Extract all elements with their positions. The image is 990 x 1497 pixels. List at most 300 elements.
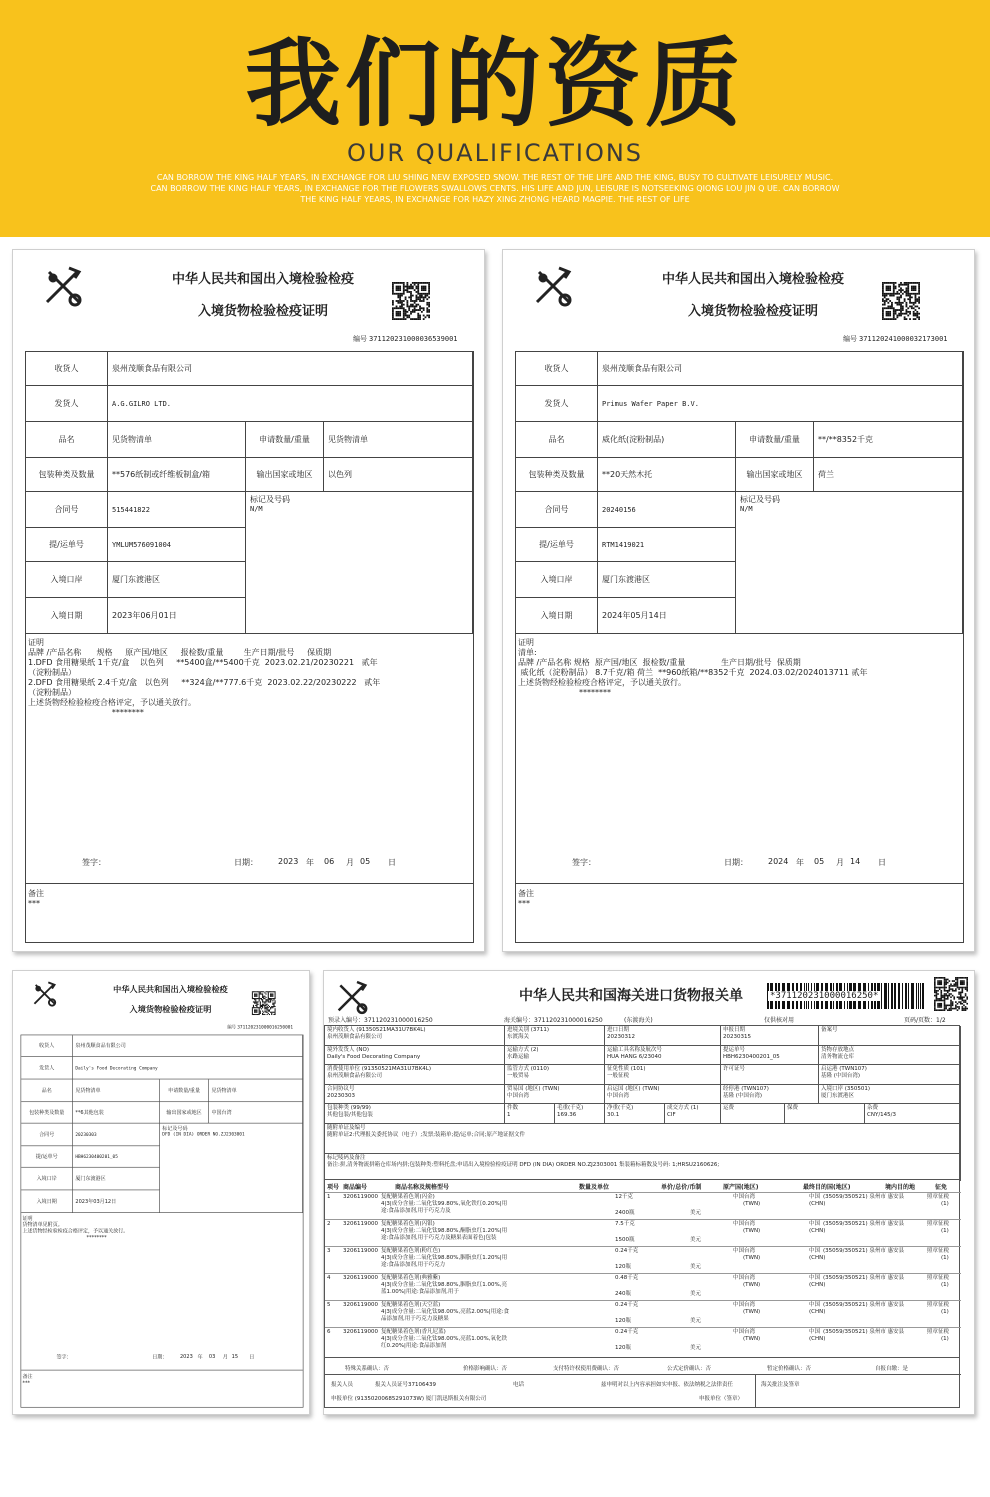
qr-module	[414, 307, 416, 309]
qr-module	[267, 1009, 268, 1010]
qr-module	[262, 1006, 263, 1007]
goods-dest: 中国	[809, 1194, 821, 1200]
qr-module	[887, 302, 889, 304]
goods-dest: 中国	[809, 1221, 821, 1227]
qr-module	[952, 980, 954, 982]
qr-module	[262, 993, 263, 994]
qr-module	[884, 307, 886, 309]
qr-module	[426, 282, 428, 284]
qr-module	[898, 304, 900, 306]
qr-module	[907, 286, 909, 288]
agent-info: 申报单位 (91350200685291073W) 厦门凯迅斯报关有限公司	[331, 1396, 487, 1402]
goods-origin: 中国台湾	[733, 1275, 756, 1281]
qr-module	[906, 313, 908, 315]
header-banner	[0, 0, 990, 237]
qr-module	[939, 982, 941, 984]
decl-field	[721, 1026, 819, 1046]
qr-module	[918, 289, 920, 291]
cert-body-line: 上述货物经检验检疫合格评定，予以通关放行。	[22, 1228, 129, 1234]
qr-module	[950, 1005, 952, 1007]
qr-module	[406, 287, 408, 289]
qr-module	[887, 315, 889, 317]
goods-dest: 中国	[809, 1302, 821, 1308]
qr-module	[255, 1001, 256, 1002]
goods-spec2: 蓝1.00%|用途:食品添加剂,用于	[381, 1289, 459, 1295]
qr-module	[882, 318, 884, 320]
goods-dest-code: (CHN)	[809, 1255, 826, 1261]
qr-module	[895, 287, 897, 289]
qr-module	[945, 1008, 947, 1010]
qr-module	[944, 1008, 946, 1010]
qr-module	[945, 995, 947, 997]
qr-module	[412, 309, 414, 311]
qr-module	[262, 996, 263, 997]
decl-field	[325, 1104, 505, 1124]
qr-module	[403, 287, 405, 289]
remark-label: 备注	[28, 889, 44, 898]
qr-module	[416, 318, 418, 320]
goods-dest-code: (CHN)	[809, 1201, 826, 1207]
qr-module	[392, 284, 394, 286]
qr-module	[911, 296, 913, 298]
qr-module	[417, 309, 419, 311]
cert-body-line: （淀粉制品）	[28, 688, 76, 697]
qr-module	[918, 291, 920, 293]
goods-header: 数量及单位	[579, 1184, 610, 1191]
qr-module	[259, 1007, 260, 1008]
qr-module	[259, 1008, 260, 1009]
qr-module	[262, 995, 263, 996]
goods-dest: 中国	[809, 1329, 821, 1335]
qr-module	[267, 1008, 268, 1009]
qr-module	[913, 318, 915, 320]
qr-module	[918, 298, 920, 300]
qr-module	[886, 298, 888, 300]
barcode-bar	[905, 983, 907, 1009]
qr-module	[410, 291, 412, 293]
qr-module	[955, 988, 957, 990]
qr-module	[275, 1012, 276, 1013]
qr-module	[260, 1007, 261, 1008]
day-char: 日	[388, 858, 396, 867]
qr-module	[913, 304, 915, 306]
qr-module	[893, 309, 895, 311]
decl-field	[325, 1085, 505, 1105]
qr-module	[268, 1007, 269, 1008]
qr-module	[958, 996, 960, 998]
goods-spec2: 途:食品添加剂,用于巧克力	[381, 1262, 446, 1268]
qr-module	[265, 1007, 266, 1008]
decl-field-label: 申报日期	[723, 1027, 746, 1033]
qr-module	[259, 1000, 260, 1001]
qr-module	[417, 296, 419, 298]
decl-field-label: 进境关别 (3711)	[507, 1027, 550, 1033]
qr-module	[426, 309, 428, 311]
qr-module	[906, 293, 908, 295]
qr-module	[392, 311, 394, 313]
contract-label: 合同号	[516, 492, 598, 528]
qr-module	[272, 993, 273, 994]
cert-table	[515, 351, 964, 943]
qr-module	[406, 282, 408, 284]
qr-module	[275, 1008, 276, 1009]
barcode-bar	[881, 983, 882, 1009]
qr-module	[907, 311, 909, 313]
qr-module	[260, 1013, 261, 1014]
inspection-emblem-icon	[529, 262, 577, 310]
qr-module	[934, 980, 936, 982]
qr-module	[937, 1003, 939, 1005]
declaration-footer	[324, 1358, 960, 1408]
qr-module	[265, 1004, 266, 1005]
qr-module	[270, 1007, 271, 1008]
qty-label: 申请数量/重量	[160, 1079, 209, 1102]
decl-field	[819, 1046, 961, 1066]
qr-module	[260, 1005, 261, 1006]
decl-field	[605, 1085, 721, 1105]
cert-number	[841, 334, 948, 344]
qr-module	[252, 1008, 253, 1009]
remark-value: ***	[518, 899, 530, 908]
qr-module	[252, 1013, 253, 1014]
decl-field-label: 净重(千克)	[607, 1105, 634, 1112]
qr-module	[403, 311, 405, 313]
qr-module	[426, 293, 428, 295]
qr-module	[397, 311, 399, 313]
qr-module	[958, 992, 960, 994]
qr-module	[256, 1014, 257, 1015]
qr-module	[944, 1005, 946, 1007]
qr-module	[895, 293, 897, 295]
qr-module	[410, 311, 412, 313]
declarer-no: 报关人员证号37106439	[375, 1382, 436, 1388]
origin-label: 输出国家或地区	[160, 1102, 209, 1123]
qr-module	[937, 987, 939, 989]
qr-module	[934, 1001, 936, 1003]
qr-module	[417, 287, 419, 289]
qr-module	[945, 1006, 947, 1008]
qr-module	[900, 287, 902, 289]
goods-duty: 照章征税	[927, 1275, 950, 1281]
consignor-value: Primus Wafer Paper B.V.	[598, 386, 963, 422]
origin-label: 输出国家或地区	[736, 458, 814, 492]
qr-module	[906, 318, 908, 320]
qr-module	[940, 995, 942, 997]
qr-module	[403, 286, 405, 288]
qr-module	[255, 999, 256, 1000]
consignor-label: 发货人	[516, 386, 598, 422]
qr-module	[896, 291, 898, 293]
qr-module	[403, 309, 405, 311]
qr-module	[940, 996, 942, 998]
decl-field-label: 货物存放地点	[821, 1046, 855, 1053]
qr-module	[952, 985, 954, 987]
goods-origin-code: (TWN)	[743, 1201, 761, 1207]
qr-module	[417, 293, 419, 295]
qr-module	[410, 318, 412, 320]
packing-value: **576纸制或纤维板制盒/箱	[108, 458, 246, 492]
qr-module	[263, 996, 264, 997]
goods-name: 复配糖果着色剂(粉红色)	[381, 1248, 441, 1254]
qr-module	[414, 282, 416, 284]
qr-module	[271, 1014, 272, 1015]
packing-label: 包装种类及数量	[21, 1102, 73, 1123]
qr-module	[425, 296, 427, 298]
goods-duty: 照章征税	[927, 1302, 950, 1308]
qr-module	[264, 1001, 265, 1002]
decl-field-label: 保费	[787, 1105, 799, 1112]
qr-module	[934, 988, 936, 990]
qr-module	[965, 1008, 967, 1010]
qr-module	[909, 311, 911, 313]
qr-module	[423, 318, 425, 320]
goods-qty2: 120瓶	[615, 1345, 631, 1351]
remark-value: ***	[22, 1379, 31, 1386]
qr-module	[911, 286, 913, 288]
qr-module	[428, 306, 430, 308]
qr-module	[405, 309, 407, 311]
qr-module	[392, 302, 394, 304]
consignee-label: 收货人	[516, 352, 598, 386]
qr-module	[392, 282, 394, 284]
qr-module	[417, 315, 419, 317]
qr-module	[268, 1009, 269, 1010]
decl-field-label: 监管方式 (0110)	[507, 1066, 550, 1073]
qr-module	[267, 1006, 268, 1007]
qr-module	[255, 995, 256, 996]
date-value: 2023年06月01日	[108, 598, 246, 634]
qr-module	[893, 307, 895, 309]
qr-module	[887, 287, 889, 289]
goods-origin: 中国台湾	[733, 1329, 756, 1335]
qr-module	[913, 282, 915, 284]
customs-title: 中华人民共和国海关进口货物报关单	[519, 988, 743, 1004]
decl-field-label: 经停港 (TWN107)	[723, 1085, 769, 1092]
goods-spec2: 途:食品添加剂,用于巧克力及	[381, 1208, 451, 1214]
qr-module	[937, 1005, 939, 1007]
goods-place: (35059/350521) 泉州市 惠安县	[823, 1302, 905, 1308]
qr-module	[934, 995, 936, 997]
qr-module	[945, 987, 947, 989]
qr-module	[918, 313, 920, 315]
product-label: 品名	[26, 422, 108, 458]
qr-module	[886, 295, 888, 297]
consignor-value: Daily's Food Decorating Company	[73, 1057, 303, 1080]
qr-module	[423, 307, 425, 309]
qr-module	[421, 289, 423, 291]
product-value: 见货物清单	[73, 1079, 160, 1102]
cert-body-line: 1.DFD 食用糖果纸 1千克/盒 以色列 **5400盒/**5400千克 2023.02.21/20230221 贰年	[28, 658, 378, 667]
qr-module	[882, 313, 884, 315]
qr-module	[403, 293, 405, 295]
qr-module	[958, 988, 960, 990]
qr-module	[965, 987, 967, 989]
qr-module	[904, 298, 906, 300]
decl-field-label: 件数	[507, 1105, 519, 1112]
qr-module	[416, 286, 418, 288]
qr-module	[950, 1008, 952, 1010]
qr-module	[423, 296, 425, 298]
qr-module	[915, 293, 917, 295]
qr-module	[272, 1003, 273, 1004]
qr-module	[269, 1011, 270, 1012]
product-value: 见货物清单	[108, 422, 246, 458]
qr-module	[408, 316, 410, 318]
qr-module	[960, 998, 962, 1000]
qr-module	[960, 982, 962, 984]
qr-module	[256, 1006, 257, 1007]
barcode-bar	[888, 983, 889, 1009]
qr-module	[944, 982, 946, 984]
qr-module	[962, 987, 964, 989]
qr-module	[406, 311, 408, 313]
qr-module	[909, 300, 911, 302]
bl-label: 提/运单号	[516, 528, 598, 562]
qr-module	[410, 313, 412, 315]
qr-module	[265, 993, 266, 994]
qr-module	[399, 296, 401, 298]
goods-duty-code: (1)	[941, 1336, 949, 1342]
qr-module	[939, 987, 941, 989]
qr-module	[900, 291, 902, 293]
qr-module	[268, 993, 269, 994]
qr-module	[907, 295, 909, 297]
qr-module	[953, 983, 955, 985]
qr-module	[947, 998, 949, 1000]
qr-module	[256, 1001, 257, 1002]
marks-label: 标记唛码及备注	[327, 1155, 366, 1161]
qr-module	[906, 302, 908, 304]
qr-module	[270, 1001, 271, 1002]
qr-module	[889, 287, 891, 289]
qr-module	[949, 987, 951, 989]
tel-label: 电话	[513, 1382, 525, 1388]
qr-code-icon	[392, 282, 430, 320]
qr-module	[957, 983, 959, 985]
sign-label: 签字：	[572, 858, 596, 867]
decl-field-value: HBH6230400201_05	[723, 1053, 780, 1060]
qr-module	[882, 286, 884, 288]
qr-module	[255, 1003, 256, 1004]
usage-note: 仅供核对用	[764, 1017, 795, 1024]
qr-module	[916, 306, 918, 308]
qr-module	[268, 1013, 269, 1014]
cert-number-value: 371120231000036539001	[369, 335, 458, 343]
qr-module	[403, 315, 405, 317]
qr-module	[272, 1006, 273, 1007]
goods-row	[325, 1273, 961, 1300]
qr-module	[913, 311, 915, 313]
qr-module	[889, 295, 891, 297]
qr-module	[962, 996, 964, 998]
cert-number-label: 编号	[227, 1024, 237, 1030]
qr-module	[902, 306, 904, 308]
decl-field-label: 运输方式 (2)	[507, 1046, 539, 1053]
qr-module	[425, 287, 427, 289]
contract-label: 合同号	[26, 492, 108, 528]
qr-module	[918, 318, 920, 320]
qr-module	[955, 1006, 957, 1008]
qr-module	[426, 295, 428, 297]
qr-module	[958, 977, 960, 979]
qr-module	[396, 318, 398, 320]
qr-module	[417, 298, 419, 300]
qr-module	[257, 998, 258, 999]
goods-code: 3206119000	[343, 1221, 378, 1227]
qr-module	[261, 998, 262, 999]
qr-module	[966, 987, 968, 989]
qr-code-icon	[882, 282, 920, 320]
qr-module	[271, 999, 272, 1000]
qr-module	[271, 1012, 272, 1013]
decl-field	[505, 1085, 605, 1105]
decl-field-label: 消费使用单位 (91350521MA31U7BK4L)	[327, 1066, 432, 1073]
qr-module	[960, 992, 962, 994]
decl-field-value: 20230312	[607, 1034, 635, 1040]
qr-module	[937, 990, 939, 992]
qr-module	[887, 307, 889, 309]
qr-module	[410, 296, 412, 298]
decl-field-label: 备案号	[821, 1027, 838, 1033]
banner-description: CAN BORROW THE KING HALF YEARS, IN EXCHANGE FOR LIU SHING NEW EXPOSED SNOW. THE REST OF THE LIFE AND THE KING, BUSY TO CULTIVATE LEISURELY MUSIC. CAN BORROW THE KING HALF YEARS, IN EXCHANGE FOR THE FLOWERS SWALLOWS CENTS. HIS LIFE AND JUN, LEISURE IS NOTSEEKING QIONG LOU JIN Q UE. CAN BORROW THE KING HALF YEARS, IN EXCHANGE FOR HAZY XING ZHONG HEARD MAGPIE. THE REST OF LIFE	[150, 173, 840, 204]
qr-module	[898, 298, 900, 300]
qr-module	[949, 995, 951, 997]
qr-module	[911, 307, 913, 309]
qr-module	[267, 991, 268, 992]
sign-month: 05	[814, 857, 825, 866]
qr-module	[271, 995, 272, 996]
qr-module	[887, 311, 889, 313]
qr-module	[403, 316, 405, 318]
qr-module	[882, 287, 884, 289]
qr-module	[263, 997, 264, 998]
qr-module	[267, 999, 268, 1000]
cert-number-label: 编号	[353, 335, 367, 343]
decl-field-value: CNY/145/3	[867, 1112, 897, 1119]
qr-module	[895, 311, 897, 313]
qr-module	[401, 307, 403, 309]
qr-module	[907, 298, 909, 300]
qr-module	[264, 1014, 265, 1015]
qr-module	[950, 996, 952, 998]
barcode-bar	[898, 983, 900, 1009]
qr-module	[904, 282, 906, 284]
qr-module	[416, 300, 418, 302]
qr-module	[965, 1006, 967, 1008]
confirm-special: 特殊关系确认：否	[345, 1366, 390, 1372]
qr-module	[270, 1012, 271, 1013]
qr-module	[882, 291, 884, 293]
qr-module	[893, 287, 895, 289]
qr-module	[412, 295, 414, 297]
qr-module	[957, 1003, 959, 1005]
goods-no: 4	[327, 1275, 331, 1281]
qr-module	[410, 304, 412, 306]
qr-module	[934, 1006, 936, 1008]
qr-module	[254, 1003, 255, 1004]
goods-place: (35059/350521) 泉州市 惠安县	[823, 1221, 905, 1227]
qr-module	[408, 315, 410, 317]
qr-module	[947, 996, 949, 998]
port-label: 入境口岸	[21, 1168, 73, 1191]
goods-row	[325, 1300, 961, 1327]
qr-module	[428, 296, 430, 298]
qr-module	[399, 318, 401, 320]
qr-module	[963, 987, 965, 989]
qr-module	[257, 1001, 258, 1002]
qr-module	[886, 300, 888, 302]
qr-module	[414, 289, 416, 291]
